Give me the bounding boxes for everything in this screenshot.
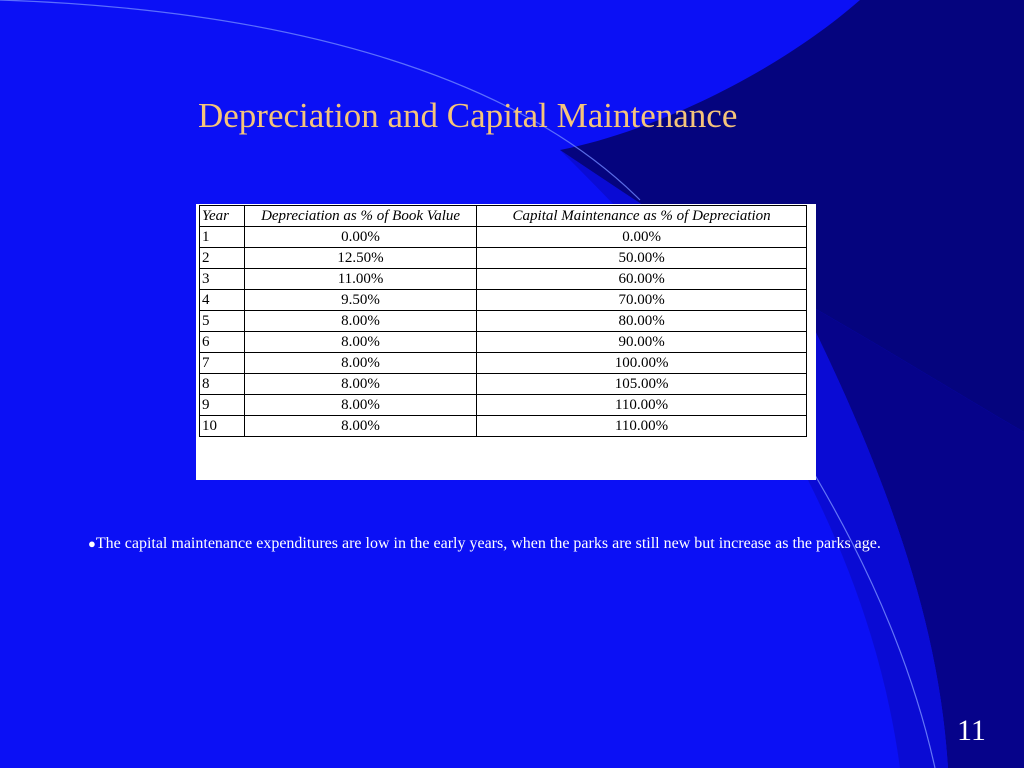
bullet-paragraph <box>88 533 937 555</box>
cell-capital-maintenance: 50.00% <box>477 248 807 269</box>
table-row <box>200 269 807 290</box>
cell-capital-maintenance: 110.00% <box>477 416 807 437</box>
cell-capital-maintenance: 80.00% <box>477 311 807 332</box>
table-row <box>200 332 807 353</box>
cell-capital-maintenance: 110.00% <box>477 395 807 416</box>
cell-depreciation: 8.00% <box>244 332 476 353</box>
cell-capital-maintenance: 100.00% <box>477 353 807 374</box>
cell-depreciation: 11.00% <box>244 269 476 290</box>
cell-year: 9 <box>200 395 245 416</box>
cell-year: 10 <box>200 416 245 437</box>
depreciation-table <box>199 205 807 437</box>
table-row <box>200 227 807 248</box>
table-header-row <box>200 206 807 227</box>
cell-depreciation: 8.00% <box>244 374 476 395</box>
header-capital-maintenance: Capital Maintenance as % of Depreciation <box>477 206 807 227</box>
cell-capital-maintenance: 60.00% <box>477 269 807 290</box>
cell-year: 1 <box>200 227 245 248</box>
cell-year: 3 <box>200 269 245 290</box>
cell-capital-maintenance: 0.00% <box>477 227 807 248</box>
header-year: Year <box>200 206 245 227</box>
cell-capital-maintenance: 90.00% <box>477 332 807 353</box>
cell-year: 6 <box>200 332 245 353</box>
table-panel <box>196 204 816 480</box>
page-number: 11 <box>957 714 986 747</box>
cell-year: 8 <box>200 374 245 395</box>
table-row <box>200 311 807 332</box>
cell-depreciation: 9.50% <box>244 290 476 311</box>
bullet-text: The capital maintenance expenditures are low in the early years, when the parks are still new but increase as the parks age. <box>95 535 881 552</box>
cell-year: 2 <box>200 248 245 269</box>
cell-depreciation: 8.00% <box>244 416 476 437</box>
table-row <box>200 416 807 437</box>
cell-depreciation: 8.00% <box>244 311 476 332</box>
cell-capital-maintenance: 70.00% <box>477 290 807 311</box>
cell-year: 5 <box>200 311 245 332</box>
cell-capital-maintenance: 105.00% <box>477 374 807 395</box>
cell-depreciation: 0.00% <box>244 227 476 248</box>
table-row <box>200 374 807 395</box>
slide-title: Depreciation and Capital Maintenance <box>198 96 738 135</box>
cell-depreciation: 8.00% <box>244 353 476 374</box>
table-row <box>200 353 807 374</box>
table-row <box>200 395 807 416</box>
table-row <box>200 248 807 269</box>
bullet-marker-icon: ● <box>88 536 96 551</box>
header-depreciation: Depreciation as % of Book Value <box>244 206 476 227</box>
table-row <box>200 290 807 311</box>
cell-year: 4 <box>200 290 245 311</box>
cell-year: 7 <box>200 353 245 374</box>
cell-depreciation: 8.00% <box>244 395 476 416</box>
cell-depreciation: 12.50% <box>244 248 476 269</box>
